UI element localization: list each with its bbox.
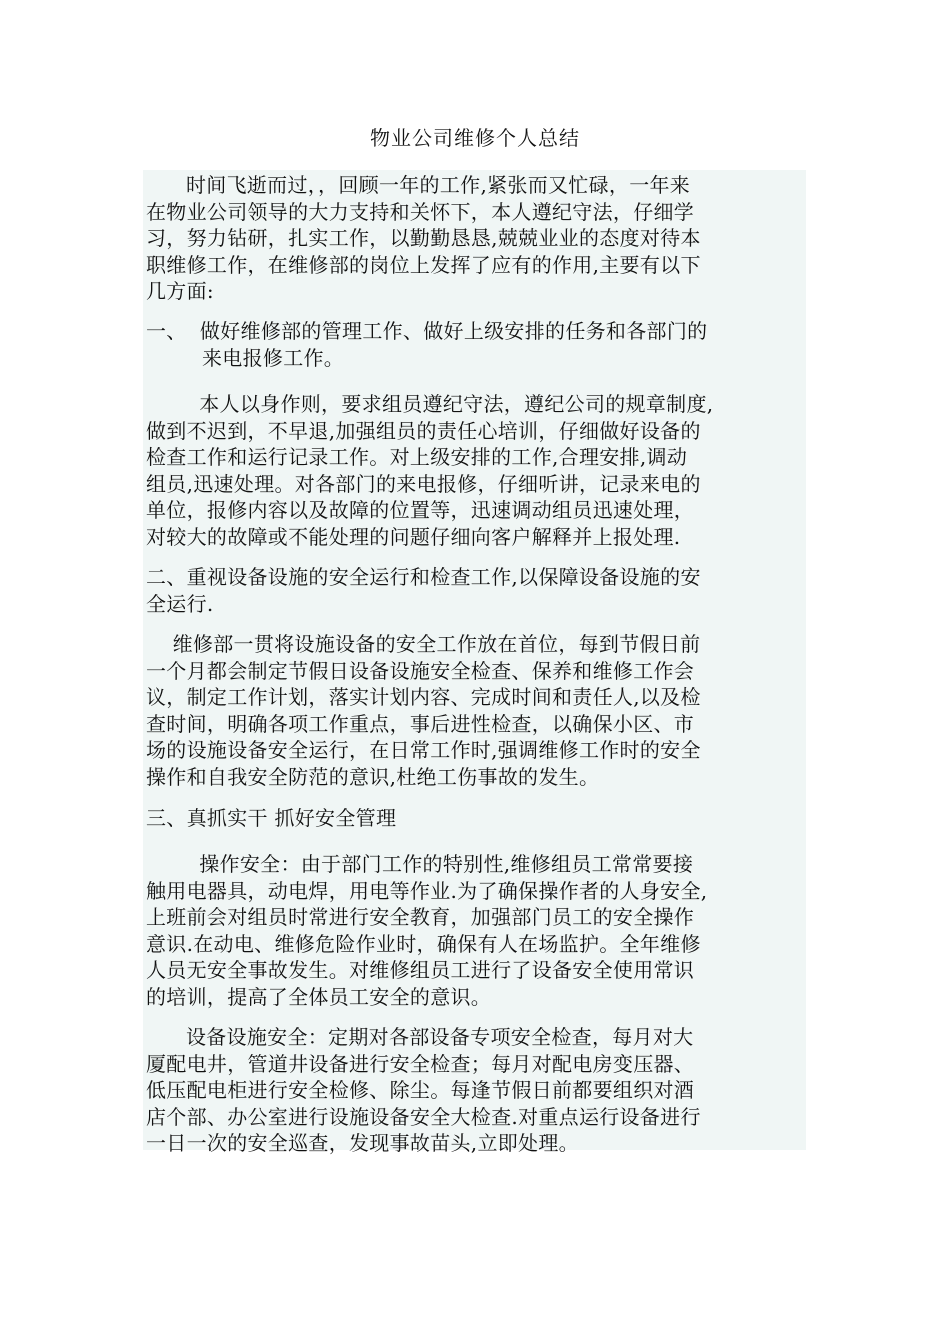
paragraph-line: 做到不迟到，不早退,加强组员的责任心培训，仔细做好设备的 [146,418,701,443]
paragraph-line: 组员,迅速处理。对各部门的来电报修，仔细听讲，记录来电的 [146,471,701,496]
section-3-paragraph-2 [146,1024,808,1157]
paragraph-line: 操作和自我安全防范的意识,杜绝工伤事故的发生。 [146,764,600,789]
paragraph-line: 维修部一贯将设施设备的安全工作放在首位，每到节假日前 [146,632,701,656]
section-1-paragraph [146,391,808,551]
section-3-heading [146,805,808,832]
paragraph-line: 议，制定工作计划，落实计划内容、完成时间和责任人,以及检 [146,685,701,710]
paragraph-line: 对较大的故障或不能处理的问题仔细向客户解释并上报处理. [146,524,681,549]
document-title: 物业公司维修个人总结 [370,126,580,150]
section-3-paragraph-1 [146,851,808,1011]
intro-paragraph [146,172,808,305]
intro-line: 在物业公司领导的大力支持和关怀下，本人遵纪守法，仔细学 [146,199,695,224]
intro-line: 职维修工作，在维修部的岗位上发挥了应有的作用,主要有以下 [146,252,701,277]
paragraph-line: 一个月都会制定节假日设备设施安全检查、保养和维修工作会 [146,658,695,683]
section-2-heading [146,564,808,617]
section-1-heading [146,318,808,371]
paragraph-line: 本人以身作则，要求组员遵纪守法，遵纪公司的规章制度, [146,392,714,416]
section-2-heading-line: 二、重视设备设施的安全运行和检查工作,以保障设备设施的安 [146,565,701,589]
paragraph-line: 人员无安全事故发生。对维修组员工进行了设备安全使用常识 [146,958,695,983]
paragraph-line: 操作安全：由于部门工作的特别性,维修组员工常常要接 [146,852,694,876]
paragraph-line: 店个部、办公室进行设施设备安全大检查.对重点运行设备进行 [146,1104,701,1129]
paragraph-line: 场的设施设备安全运行，在日常工作时,强调维修工作时的安全 [146,738,701,763]
intro-line: 时间飞逝而过，，回顾一年的工作,紧张而又忙碌，一年来 [146,173,691,197]
section-2-heading-line: 全运行. [146,591,214,616]
paragraph-line: 的培训，提高了全体员工安全的意识。 [146,984,492,1009]
intro-line: 几方面: [146,279,214,304]
paragraph-line: 一日一次的安全巡查，发现事故苗头,立即处理。 [146,1131,579,1156]
paragraph-line: 意识.在动电、维修危险作业时，确保有人在场监护。全年维修 [146,931,701,956]
section-1-heading-line: 来电报修工作。 [202,345,345,370]
paragraph-line: 查时间，明确各项工作重点，事后进性检查，以确保小区、市 [146,711,695,736]
section-3-heading-line: 三、真抓实干 抓好安全管理 [146,806,397,830]
section-2-paragraph [146,631,808,791]
section-1-heading-line: 一、 做好维修部的管理工作、做好上级安排的任务和各部门的 [146,319,708,343]
paragraph-line: 检查工作和运行记录工作。对上级安排的工作,合理安排,调动 [146,445,688,470]
intro-line: 习，努力钻研，扎实工作，以勤勤恳恳,兢兢业业的态度对待本 [146,226,701,251]
paragraph-line: 上班前会对组员时常进行安全教育，加强部门员工的安全操作 [146,905,695,930]
paragraph-line: 设备设施安全：定期对各部设备专项安全检查，每月对大 [146,1025,694,1049]
paragraph-line: 厦配电井，管道井设备进行安全检查；每月对配电房变压器、 [146,1051,695,1076]
paragraph-line: 低压配电柜进行安全检修、除尘。每逢节假日前都要组织对酒 [146,1078,695,1103]
paragraph-line: 触用电器具，动电焊，用电等作业.为了确保操作者的人身安全, [146,878,708,903]
paragraph-line: 单位，报修内容以及故障的位置等，迅速调动组员迅速处理， [146,498,695,523]
